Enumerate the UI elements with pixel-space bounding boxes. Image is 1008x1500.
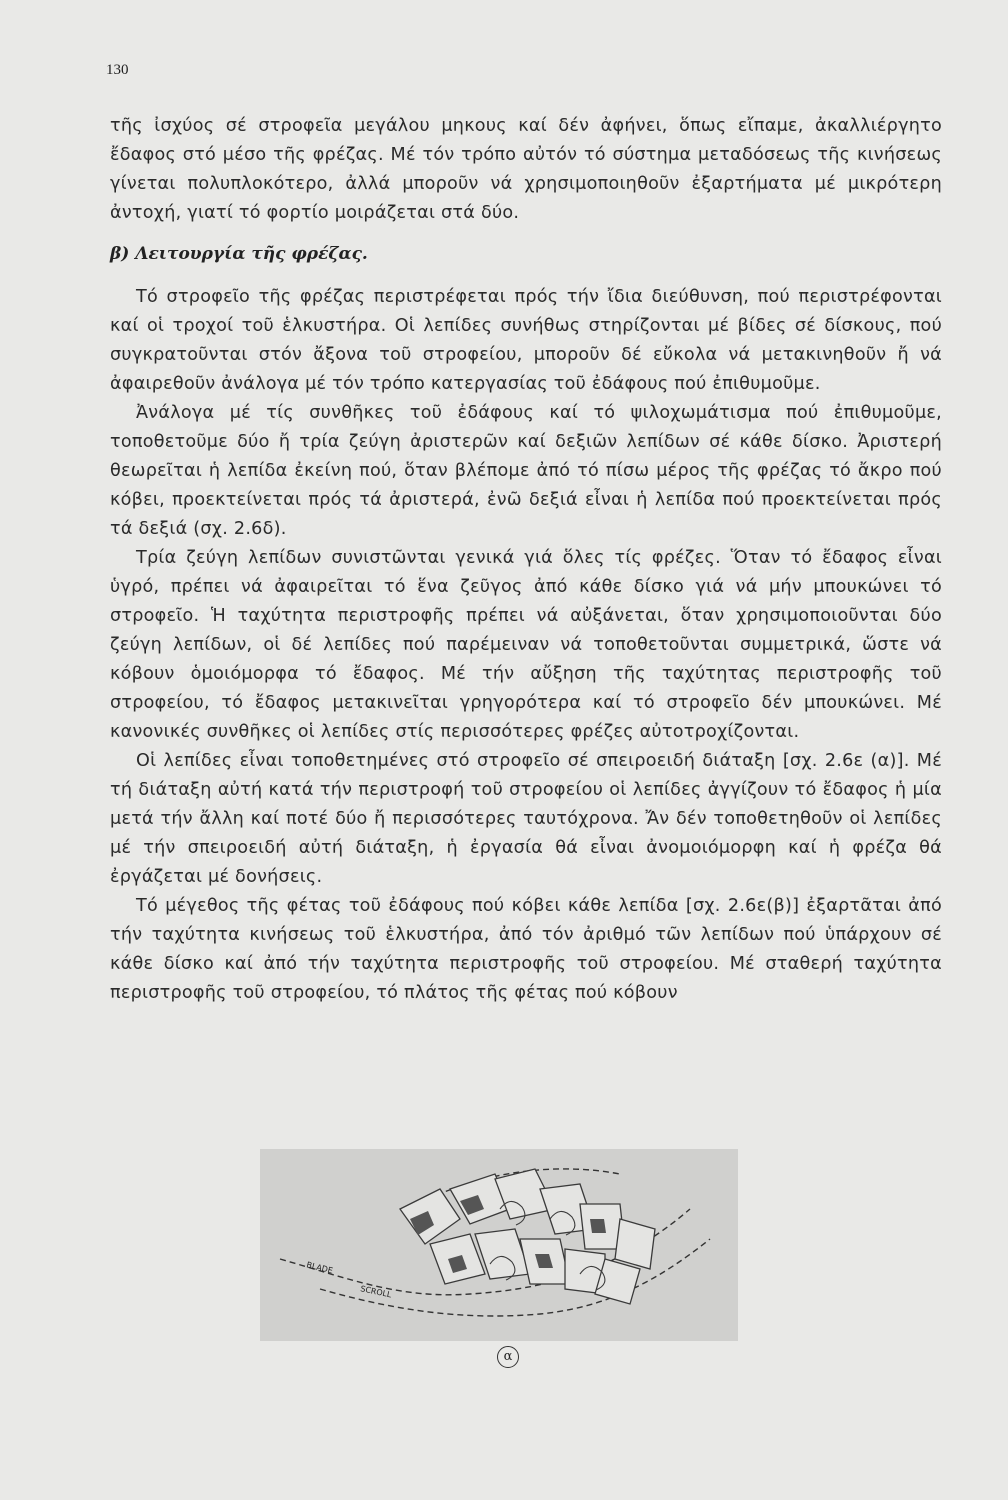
page-number: 130 [106, 62, 129, 78]
blade-label: BLADE [305, 1260, 334, 1276]
paragraph-3: Τρία ζεύγη λεπίδων συνιστῶνται γενικά γιά ὅλες τίς φρέζες. Ὅταν τό ἔδαφος εἶναι ὑγρό, πρέπει νά ἀφαιρεῖται τό ἕνα ζεῦγος ἀπό κάθε δίσκο γιά νά μήν μπουκώνει τό στροφεῖο. Ἡ ταχύτητα περιστροφῆς πρέπει νά αὐξάνεται, ὅταν χρησιμοποιοῦνται δύο ζεύγη λεπίδων, οἱ δέ λεπίδες πού παρέμειναν νά τοποθετοῦνται συμμετρικά, ὥστε νά κόβουν ὁμοιόμορφα τό ἔδαφος. Μέ τήν αὔξηση τῆς ταχύτητας περιστροφῆς τοῦ στροφείου, τό ἔδαφος μετακινεῖται γρηγορότερα καί τό στροφεῖο δέν μπουκώνει. Μέ κανονικές συνθῆκες οἱ λεπίδες στίς περισσότερες φρέζες αὐτοτροχίζονται. [110, 548, 942, 742]
paragraph-5: Τό μέγεθος τῆς φέτας τοῦ ἐδάφους πού κόβει κάθε λεπίδα [σχ. 2.6ε(β)] ἐξαρτᾶται ἀπό τήν ταχύτητα κινήσεως τοῦ ἑλκυστήρα, ἀπό τόν ἀριθμό τῶν λεπίδων πού ὑπάρχουν σέ κάθε δίσκο καί ἀπό τήν ταχύτητα περιστροφῆς τοῦ στροφείου. Μέ σταθερή ταχύτητα περιστροφῆς τοῦ στροφείου, τό πλάτος τῆς φέτας πού κόβουν [110, 896, 942, 1003]
blade-shadow [590, 1219, 606, 1233]
paragraph-1: Τό στροφεῖο τῆς φρέζας περιστρέφεται πρός τήν ἴδια διεύθυνση, πού περιστρέφονται καί οἱ τροχοί τοῦ ἑλκυστήρα. Οἱ λεπίδες συνήθως στηρίζονται μέ βίδες σέ δίσκους, πού συγκρατοῦνται στόν ἄξονα τοῦ στροφείου, μποροῦν δέ εὔκολα νά μετακινηθοῦν ἤ νά ἀφαιρεθοῦν ἀνάλογα μέ τόν τρόπο κατεργασίας τοῦ ἐδάφους πού ἐπιθυμοῦμε. [110, 287, 942, 394]
scroll-label: SCROLL [359, 1284, 393, 1300]
paragraph-2: Ἀνάλογα μέ τίς συνθῆκες τοῦ ἐδάφους καί τό ψιλοχωμάτισμα πού ἐπιθυμοῦμε, τοποθετοῦμε δύο ἤ τρία ζεύγη ἀριστερῶν καί δεξιῶν λεπίδων σέ κάθε δίσκο. Ἀριστερή θεωρεῖται ἡ λεπίδα ἐκείνη πού, ὅταν βλέπομε ἀπό τό πίσω μέρος τῆς φρέζας τό ἄκρο πού κόβει, προεκτείνεται πρός τά ἀριστερά, ἐνῶ δεξιά εἶναι ἡ λεπίδα πού προεκτείνεται πρός τά δεξιά (σχ. 2.6δ). [110, 403, 942, 539]
rotor-blade-figure [260, 1149, 738, 1341]
paragraph-4: Οἱ λεπίδες εἶναι τοποθετημένες στό στροφεῖο σέ σπειροειδή διάταξη [σχ. 2.6ε (α)]. Μέ τή διάταξη αὐτή κατά τήν περιστροφή τοῦ στροφείου οἱ λεπίδες ἀγγίζουν τό ἔδαφος ἡ μία μετά τήν ἄλλη καί ποτέ δύο ἤ περισσότερες ταυτόχρονα. Ἄν δέν τοποθετηθοῦν οἱ λεπίδες μέ τήν σπειροειδή αὐτή διάταξη, ἡ ἐργασία θά εἶναι ἀνομοιόμορφη καί ἡ φρέζα θά ἐργάζεται μέ δονήσεις. [110, 751, 942, 887]
section-body [110, 283, 942, 1008]
intro-text [110, 112, 942, 228]
figure-caption-marker: α [497, 1346, 519, 1368]
intro-paragraph: τῆς ἰσχύος σέ στροφεῖα μεγάλου μηκους καί δέν ἀφήνει, ὅπως εἴπαμε, ἀκαλλιέργητο ἔδαφος στό μέσο τῆς φρέζας. Μέ τόν τρόπο αὐτόν τό σύστημα μεταδόσεως τῆς κινήσεως γίνεται πολυπλοκότερο, ἀλλά μποροῦν νά χρησιμοποιηθοῦν ἐξαρτήματα μέ μικρότερη ἀντοχή, γιατί τό φορτίο μοιράζεται στά δύο. [110, 116, 942, 223]
rotor-blade-drawing [260, 1149, 738, 1341]
section-heading: β) Λειτουργία τῆς φρέζας. [110, 244, 368, 264]
